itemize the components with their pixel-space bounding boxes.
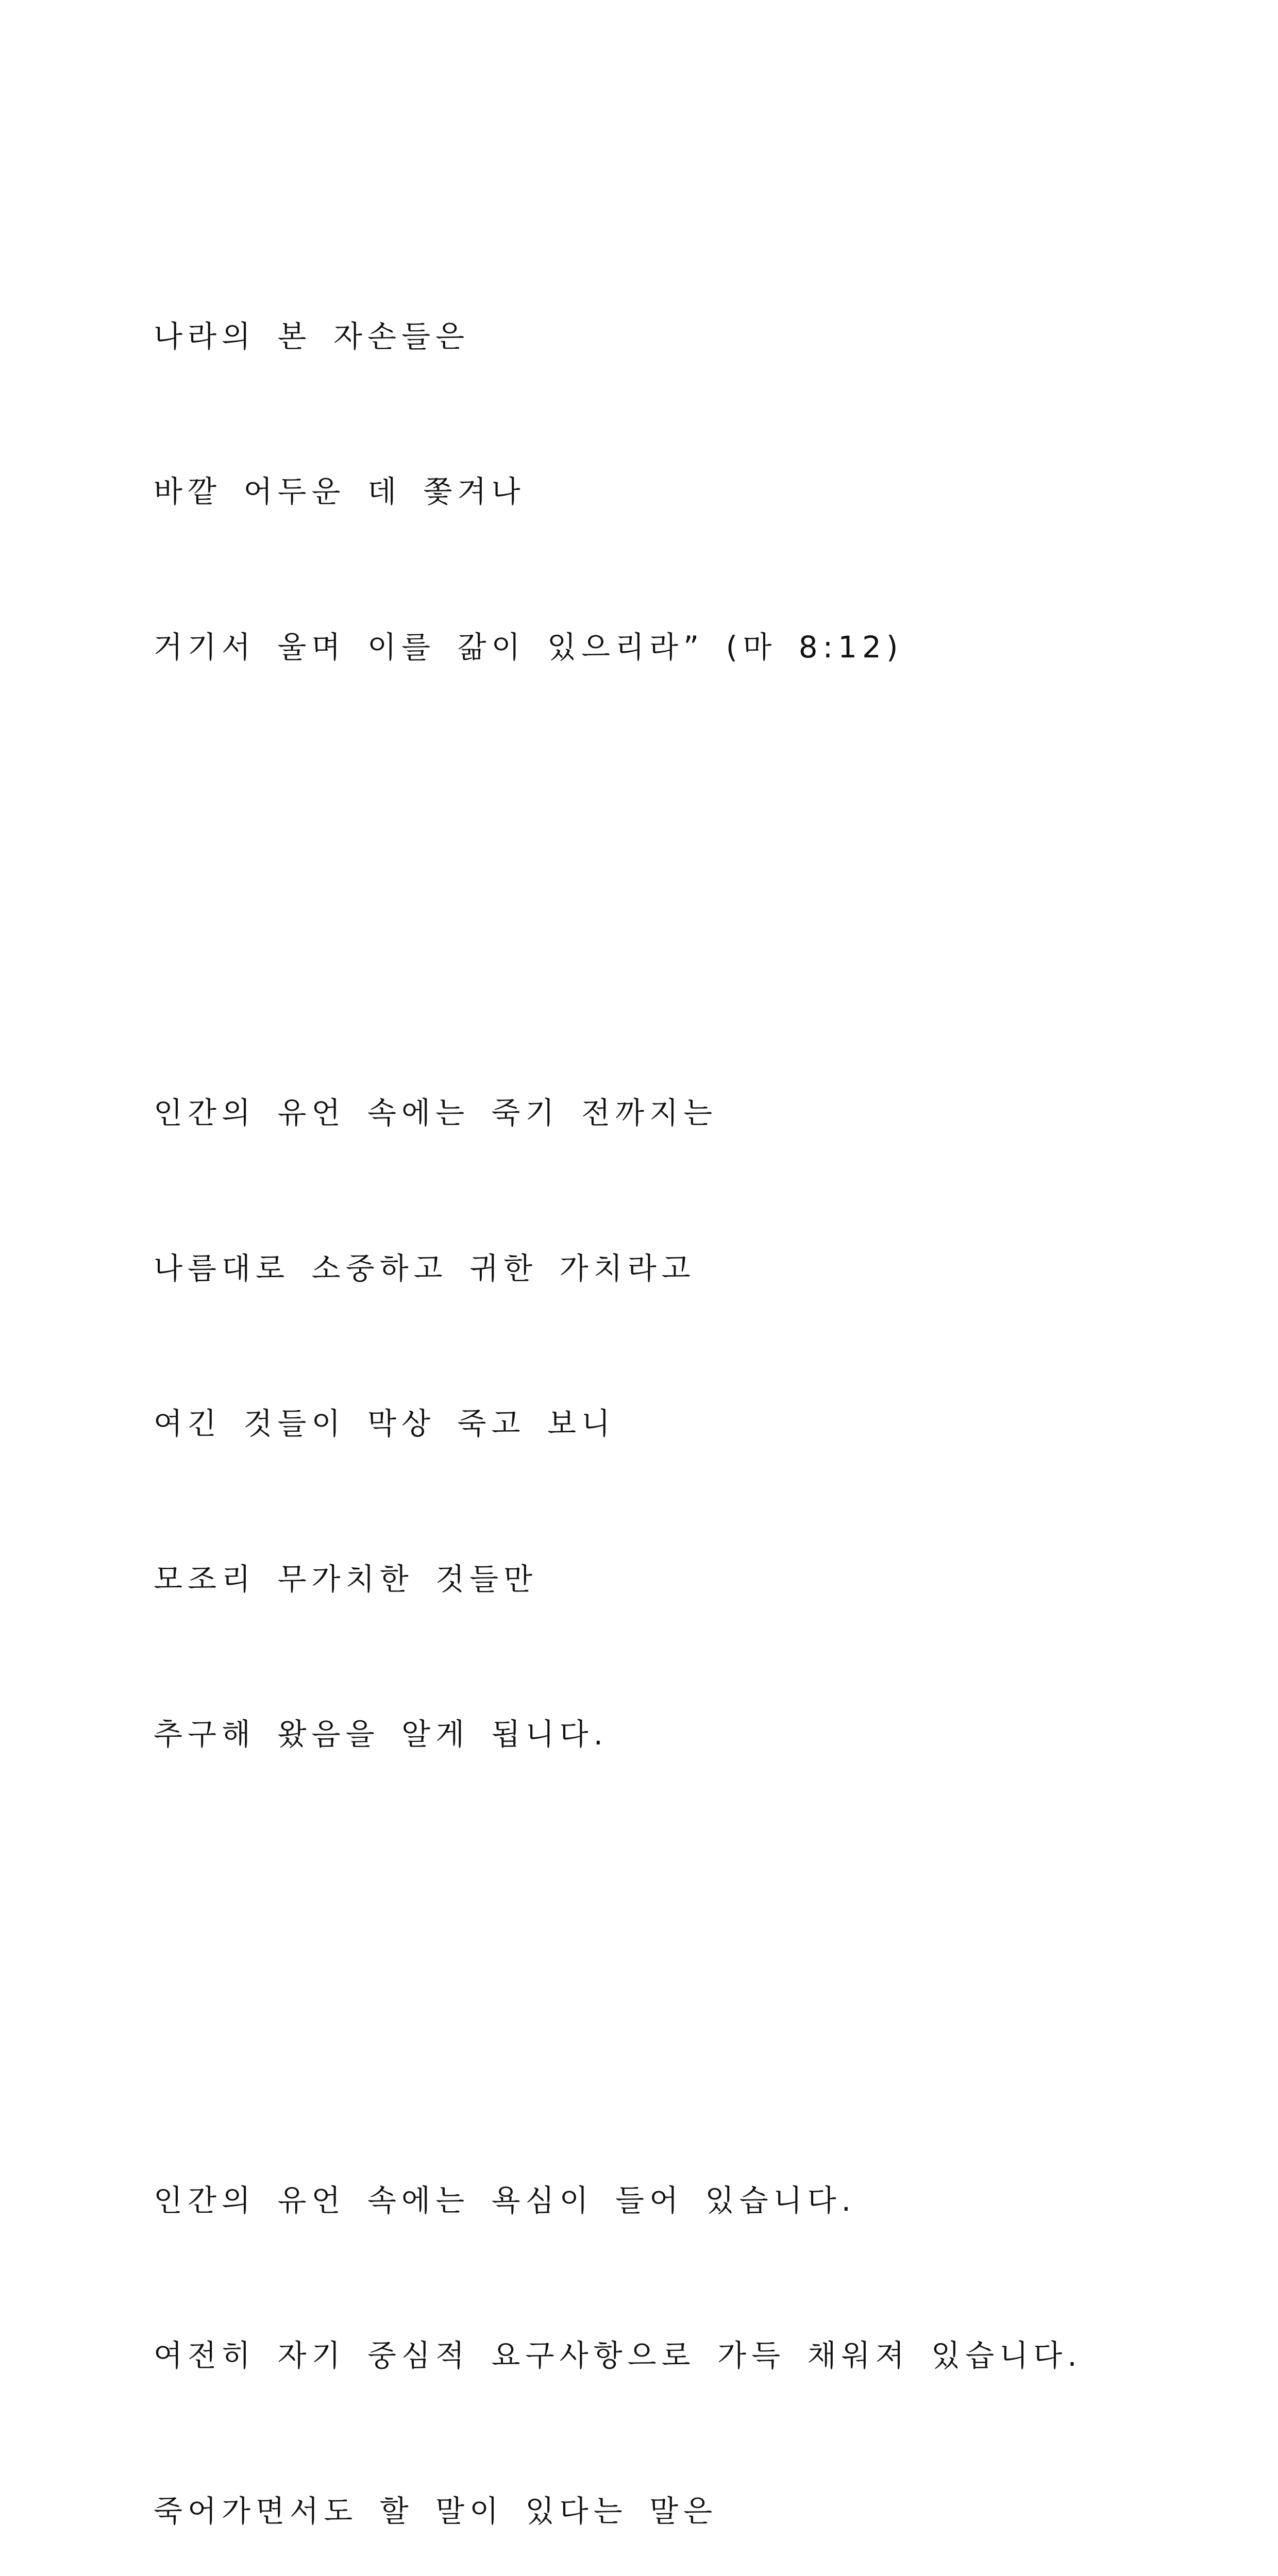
- text-line: 인간의 유언 속에는 죽기 전까지는: [154, 1087, 1158, 1139]
- text-line: 죽어가면서도 할 말이 있다는 말은: [154, 2485, 1158, 2537]
- text-line: 바깥 어두운 데 쫓겨나: [154, 466, 1158, 518]
- text-line: 모조리 무가치한 것들만: [154, 1553, 1158, 1605]
- paragraph: [154, 207, 1158, 777]
- paragraph: [154, 2071, 1158, 2576]
- text-line: 거기서 울며 이를 갊이 있으리라” (마 8:12): [154, 621, 1158, 673]
- text-line: 나라의 본 자손들은: [154, 311, 1158, 363]
- text-line: 나름대로 소중하고 귀한 가치라고: [154, 1243, 1158, 1295]
- paragraph: [154, 984, 1158, 1864]
- text-line: 여긴 것들이 막상 죽고 보니: [154, 1398, 1158, 1450]
- document-body: [154, 52, 1158, 2576]
- text-line: 여전히 자기 중심적 요구사항으로 가득 채워져 있습니다.: [154, 2330, 1158, 2382]
- text-line: 추구해 왔음을 알게 됩니다.: [154, 1708, 1158, 1760]
- text-line: 인간의 유언 속에는 욕심이 들어 있습니다.: [154, 2175, 1158, 2227]
